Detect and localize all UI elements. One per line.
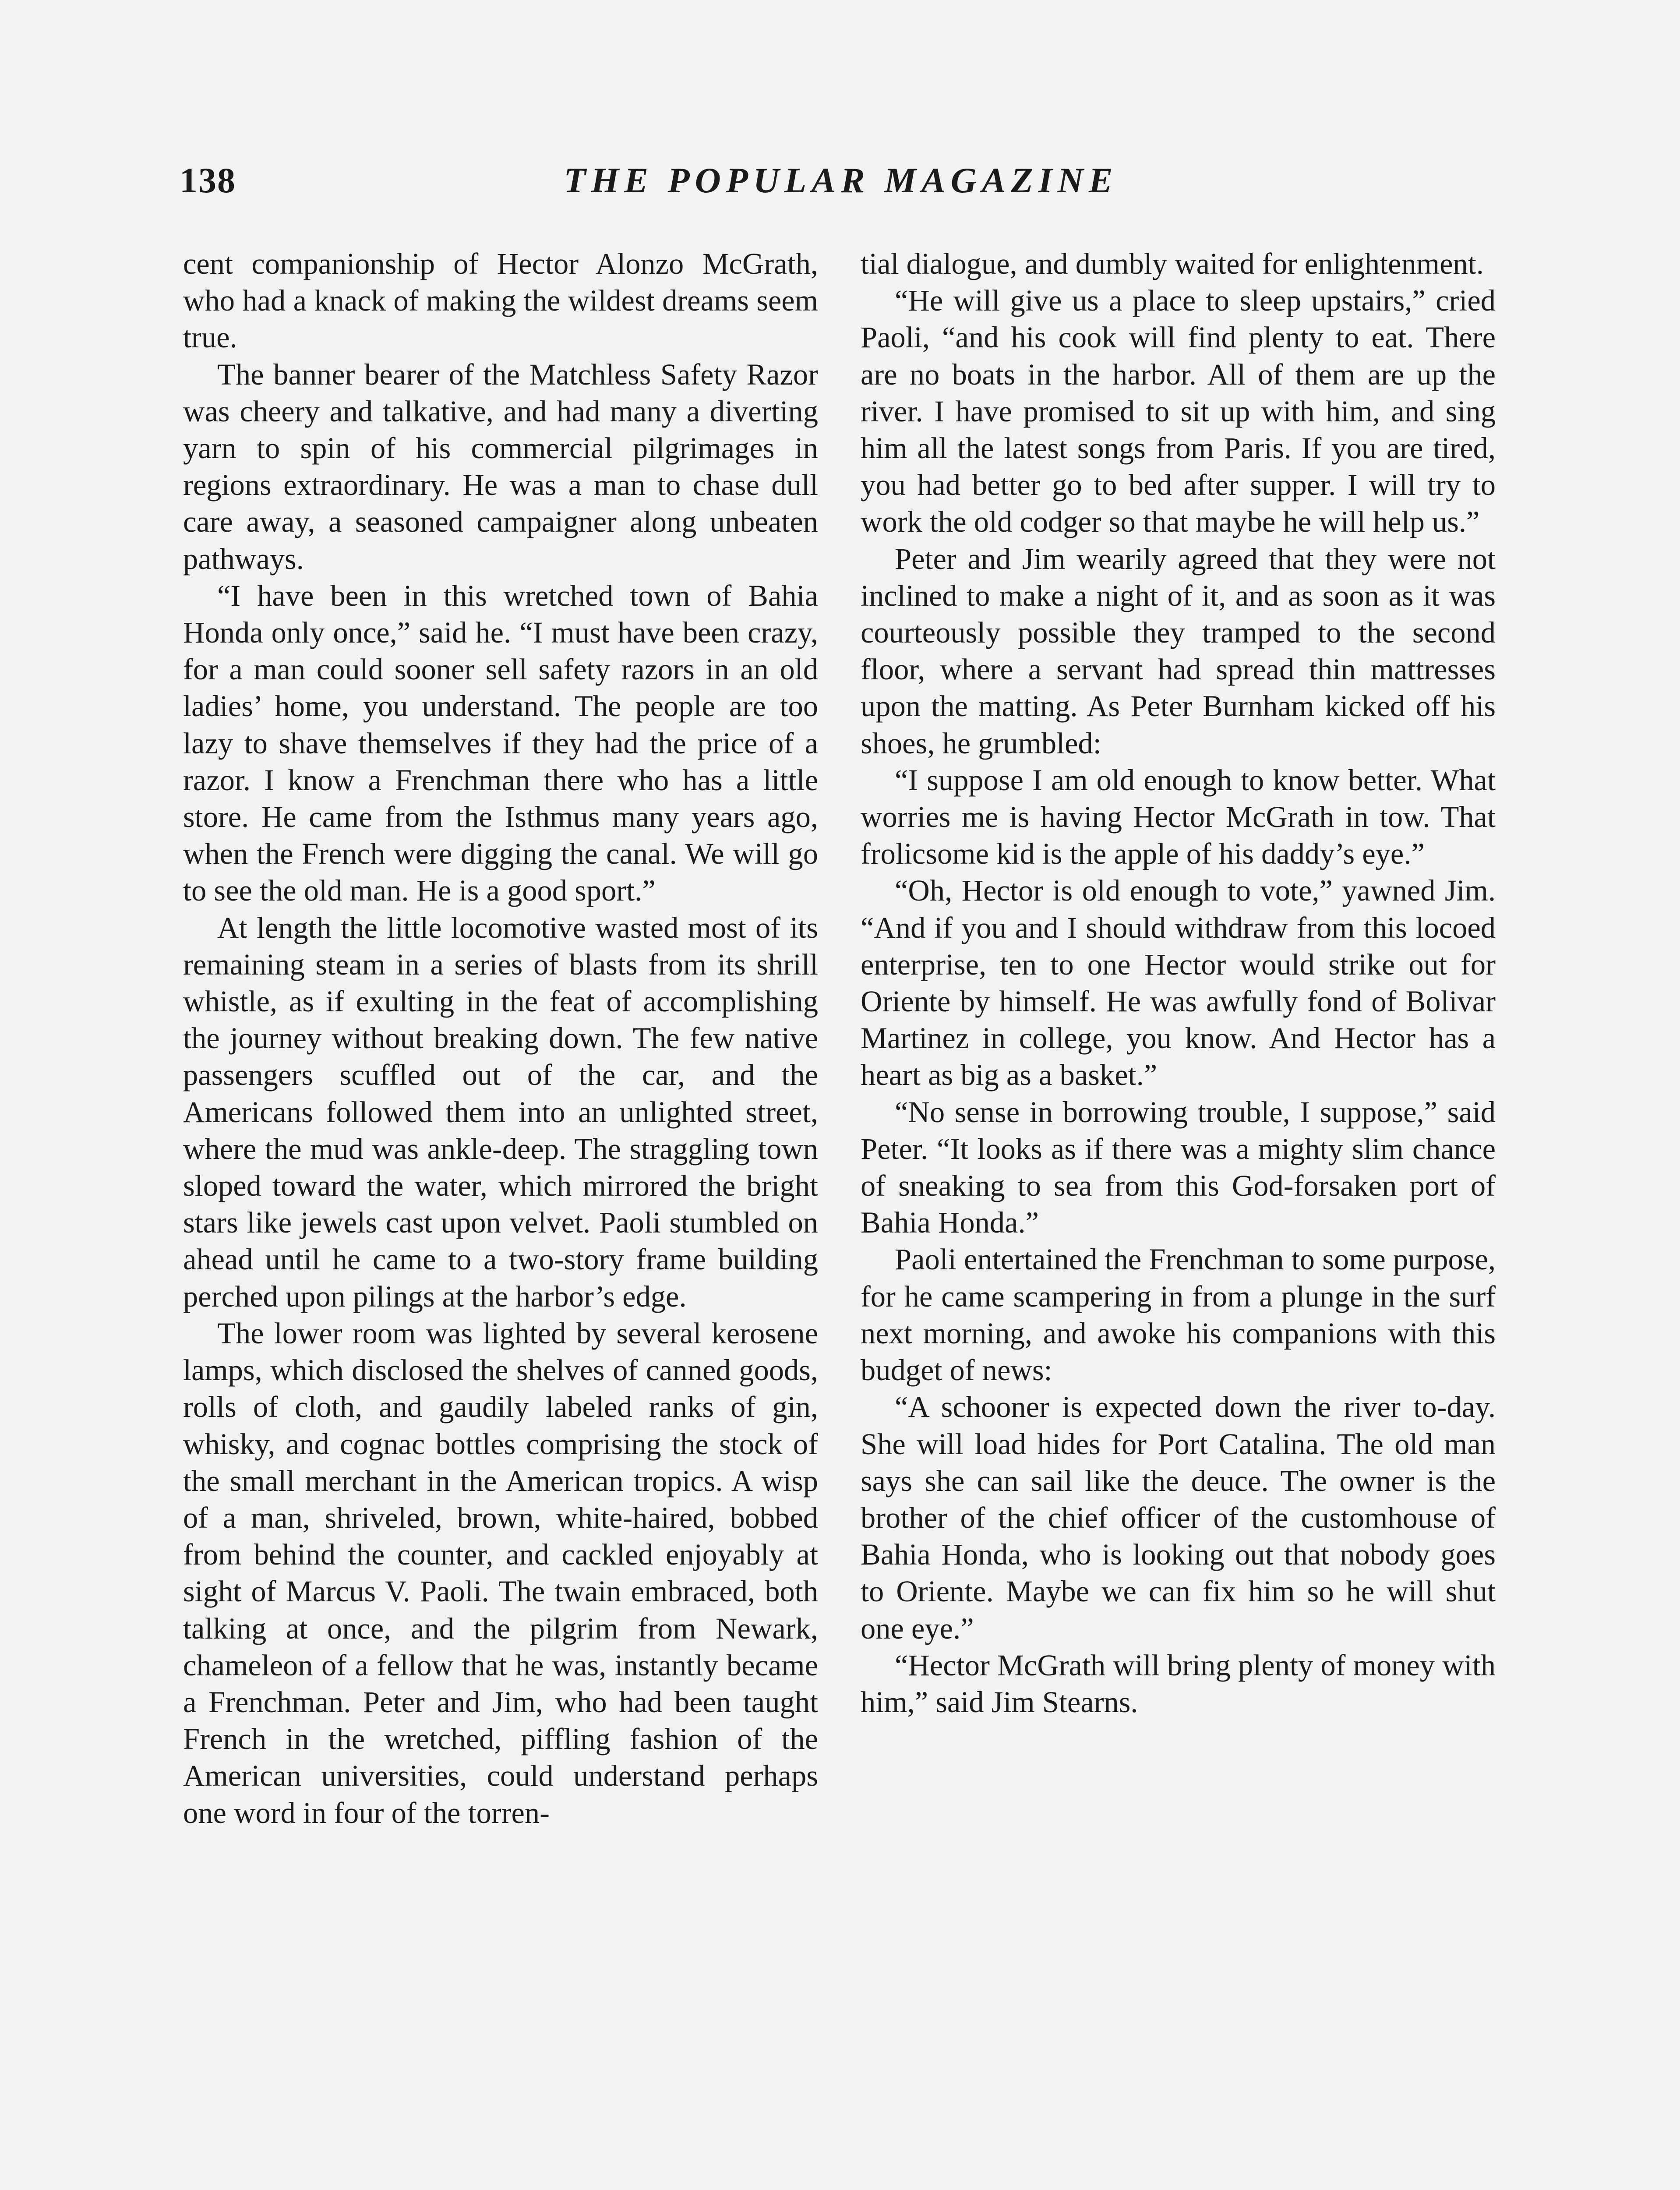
paragraph: “Oh, Hector is old enough to vote,” yawned Jim. “And if you and I should withdraw from this locoed enterprise, ten to one Hector would strike out for Oriente by himself. He was awfully fond of Bolivar Martinez in college, you know. And Hector has a heart as big as a basket.” (861, 874, 1496, 1092)
running-head: THE POPULAR MAGAZINE (564, 160, 1118, 200)
paragraph: “Hector McGrath will bring plenty of money with him,” said Jim Stearns. (861, 1648, 1496, 1719)
left-column (183, 245, 818, 1831)
paragraph: tial dialogue, and dumbly waited for enlightenment. (861, 247, 1484, 280)
paragraph: The lower room was lighted by several kerosene lamps, which disclosed the shelves of canned goods, rolls of cloth, and gaudily labeled ranks of gin, whisky, and cognac bottles comprising the stock of the small merchant in the American tropics. A wisp of a man, shriveled, brown, white-haired, bobbed from behind the counter, and cackled enjoyably at sight of Marcus V. Paoli. The twain embraced, both talking at once, and the pilgrim from Newark, chameleon of a fellow that he was, instantly became a Frenchman. Peter and Jim, who had been taught French in the wretched, piffling fashion of the American universities, could understand perhaps one word in four of the torren- (183, 1316, 818, 1830)
paragraph: Paoli entertained the Frenchman to some purpose, for he came scampering in from a plunge in the surf next morning, and awoke his companions with this budget of news: (861, 1243, 1496, 1387)
paragraph: “A schooner is expected down the river to-day. She will load hides for Port Catalina. The old man says she can sail like the deuce. The owner is the brother of the chief officer of the customhouse of Bahia Honda, who is looking out that nobody goes to Oriente. Maybe we can fix him so he will shut one eye.” (861, 1390, 1496, 1645)
paragraph: cent companionship of Hector Alonzo McGrath, who had a knack of making the wildest dreams seem true. (183, 247, 818, 354)
right-column (861, 245, 1496, 1720)
paragraph: At length the little locomotive wasted most of its remaining steam in a series of blasts from its shrill whistle, as if exulting in the feat of accomplishing the journey without breaking down. The few native passengers scuffled out of the car, and the Americans followed them into an unlighted street, where the mud was ankle-deep. The straggling town sloped toward the water, which mirrored the bright stars like jewels cast upon velvet. Paoli stumbled on ahead until he came to a two-story frame building perched upon pilings at the harbor’s edge. (183, 911, 818, 1313)
paragraph: Peter and Jim wearily agreed that they were not inclined to make a night of it, and as soon as it was courteously possible they tramped to the second floor, where a servant had spread thin mattresses upon the matting. As Peter Burnham kicked off his shoes, he grumbled: (861, 542, 1496, 760)
paragraph: “I suppose I am old enough to know better. What worries me is having Hector McGrath in tow. That frolicsome kid is the apple of his daddy’s eye.” (861, 763, 1496, 871)
paragraph: “I have been in this wretched town of Bahia Honda only once,” said he. “I must have been crazy, for a man could sooner sell safety razors in an old ladies’ home, you understand. The people are too lazy to shave themselves if they had the price of a razor. I know a Frenchman there who has a little store. He came from the Isthmus many years ago, when the French were digging the canal. We will go to see the old man. He is a good sport.” (183, 579, 818, 908)
paragraph: “He will give us a place to sleep upstairs,” cried Paoli, “and his cook will find plenty to eat. There are no boats in the harbor. All of them are up the river. I have promised to sit up with him, and sing him all the latest songs from Paris. If you are tired, you had better go to bed after supper. I will try to work the old codger so that maybe he will help us.” (861, 284, 1496, 539)
paragraph: The banner bearer of the Matchless Safety Razor was cheery and talkative, and had many a diverting yarn to spin of his commercial pilgrimages in regions extraordinary. He was a man to chase dull care away, a seasoned campaigner along unbeaten pathways. (183, 357, 818, 576)
paragraph: “No sense in borrowing trouble, I suppose,” said Peter. “It looks as if there was a mighty slim chance of sneaking to sea from this God-forsaken port of Bahia Honda.” (861, 1095, 1496, 1240)
page-header (180, 160, 1502, 226)
page-number: 138 (180, 160, 236, 200)
